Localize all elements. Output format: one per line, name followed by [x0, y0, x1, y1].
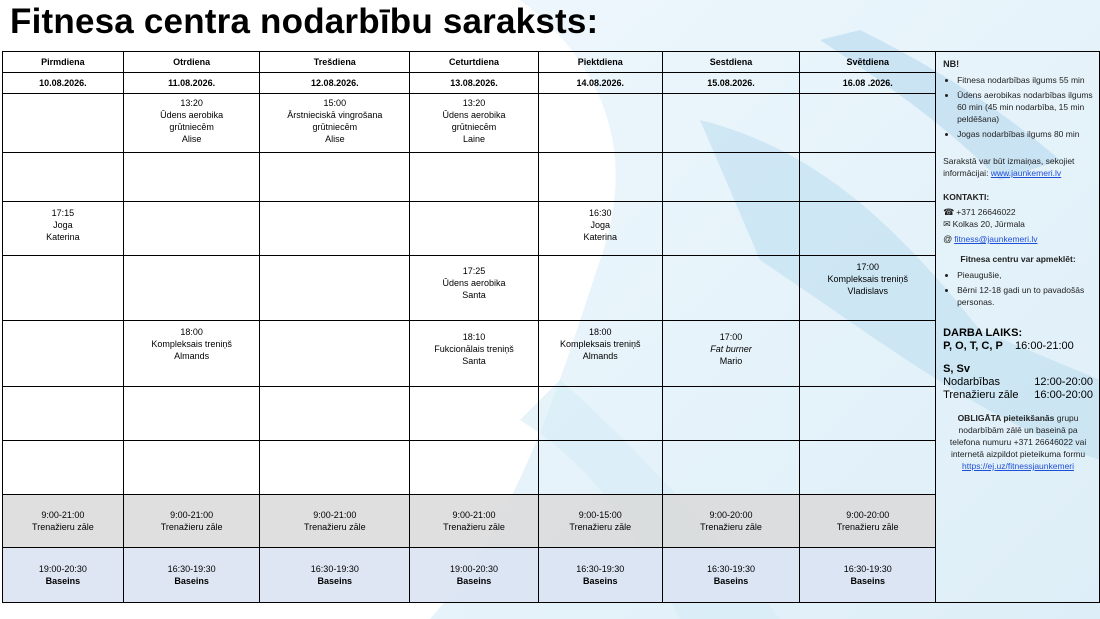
class-slot — [260, 94, 410, 153]
date-row — [3, 73, 1100, 94]
schedule-table — [2, 51, 1100, 603]
class-name: Joga — [590, 220, 611, 230]
changes-note — [943, 155, 1093, 179]
class-time: 17:15 — [51, 208, 75, 218]
class-coach: Katerina — [583, 232, 618, 242]
empty-slot — [260, 256, 410, 321]
slot-row — [3, 441, 1100, 495]
empty-slot — [800, 153, 936, 202]
class-name: Ūdens aerobika — [442, 110, 506, 120]
weekday-days: P, O, T, C, P — [943, 340, 1003, 352]
empty-slot — [3, 256, 124, 321]
slot-row — [3, 202, 1100, 256]
weekday-hours: 16:00-21:00 — [1015, 340, 1074, 352]
empty-slot — [123, 153, 260, 202]
gym-cell — [3, 495, 124, 548]
class-name: Kompleksais treniņš — [827, 274, 908, 284]
date-cell: 16.08 .2026. — [800, 73, 936, 94]
class-coach: Santa — [462, 290, 486, 300]
class-slot — [410, 321, 539, 387]
gym-cell — [800, 495, 936, 548]
empty-slot — [123, 202, 260, 256]
empty-slot — [662, 94, 800, 153]
slot-row — [3, 321, 1100, 387]
empty-slot — [410, 202, 539, 256]
class-time: 18:00 — [589, 327, 612, 337]
pool-label: Baseins — [174, 576, 209, 586]
pool-hours-row — [3, 548, 1100, 603]
at-icon: @ — [943, 234, 953, 244]
contacts-title: KONTAKTI: — [943, 192, 990, 202]
empty-slot — [538, 441, 662, 495]
visitor-item: • Pieaugušie, — [957, 269, 1093, 281]
slot-row — [3, 256, 1100, 321]
hours-title: DARBA LAIKS: — [943, 327, 1023, 339]
gym-hours: 9:00-21:00 — [313, 510, 357, 520]
gym-label: Trenažieru zāle — [303, 522, 366, 532]
obligata-label: OBLIGĀTA pieteikšanās — [957, 413, 1055, 423]
day-header: Svētdiena — [800, 52, 936, 73]
gym-hours: 9:00-21:00 — [170, 510, 214, 520]
pool-label: Baseins — [583, 576, 618, 586]
visitor-item: • Bērni 12-18 gadi un to pavadošās personas. — [957, 284, 1093, 308]
empty-slot — [538, 256, 662, 321]
class-coach: Laine — [463, 134, 486, 144]
gym-label: Trenažieru zāle — [32, 522, 94, 532]
empty-slot — [123, 441, 260, 495]
day-header: Pirmdiena — [3, 52, 124, 73]
gym-label: Trenažieru zāle — [700, 522, 762, 532]
date-cell: 15.08.2026. — [662, 73, 800, 94]
empty-slot — [260, 202, 410, 256]
empty-slot — [123, 256, 260, 321]
pool-hours: 19:00-20:30 — [38, 564, 87, 574]
gym-hours: 9:00-15:00 — [578, 510, 622, 520]
date-cell: 13.08.2026. — [410, 73, 539, 94]
gym-hours: 9:00-20:00 — [709, 510, 753, 520]
empty-slot — [662, 441, 800, 495]
pool-hours: 16:30-19:30 — [843, 564, 892, 574]
class-time: 17:25 — [462, 266, 486, 276]
empty-slot — [410, 387, 539, 441]
slot-row — [3, 387, 1100, 441]
class-slot — [123, 94, 260, 153]
class-slot — [800, 256, 936, 321]
signup-note — [943, 412, 1093, 472]
signup-text: grupu nodarbībām zālē un baseinā pa telefona numuru +371 26646022 vai internetā aizpildot pieteikuma formu — [949, 413, 1087, 459]
class-slot — [662, 321, 800, 387]
pool-cell — [662, 548, 800, 603]
empty-slot — [3, 387, 124, 441]
pool-label: Baseins — [45, 576, 81, 586]
pool-hours: 16:30-19:30 — [576, 564, 625, 574]
gym-cell — [662, 495, 800, 548]
slot-row — [3, 94, 1100, 153]
empty-slot — [260, 441, 410, 495]
empty-slot — [260, 321, 410, 387]
gym-label: Trenažieru zāle — [160, 522, 223, 532]
empty-slot — [3, 94, 124, 153]
empty-slot — [662, 202, 800, 256]
class-slot — [538, 202, 662, 256]
class-time: 17:00 — [719, 332, 743, 342]
empty-slot — [800, 321, 936, 387]
pool-cell — [410, 548, 539, 603]
visitors-title: Fitnesa centru var apmeklēt: — [960, 254, 1076, 264]
website-link[interactable]: www.jaunkemeri.lv — [990, 168, 1062, 178]
page-title: Fitnesa centra nodarbību saraksts: — [10, 2, 599, 41]
weekend-row-label: Trenažieru zāle — [943, 389, 1019, 401]
day-header: Ceturtdiena — [410, 52, 539, 73]
pool-label: Baseins — [713, 576, 749, 586]
empty-slot — [410, 153, 539, 202]
class-name: Ūdens aerobika — [442, 278, 506, 288]
gym-label: Trenažieru zāle — [569, 522, 632, 532]
class-slot — [538, 321, 662, 387]
empty-slot — [800, 202, 936, 256]
day-header: Otrdiena — [123, 52, 260, 73]
envelope-icon: ✉ — [943, 219, 951, 229]
class-name: Ārstnieciskā vingrošana — [287, 110, 383, 120]
pool-cell — [123, 548, 260, 603]
pool-label: Baseins — [850, 576, 885, 586]
empty-slot — [3, 441, 124, 495]
class-coach: Alise — [181, 134, 202, 144]
nb-item: • Fitnesa nodarbības ilgums 55 min — [957, 74, 1093, 86]
empty-slot — [123, 387, 260, 441]
empty-slot — [410, 441, 539, 495]
class-time: 18:00 — [180, 327, 203, 337]
changes-text: Sarakstā var būt izmaiņas, sekojiet informācijai: — [943, 156, 1075, 178]
day-header: Piektdiena — [538, 52, 662, 73]
gym-cell — [123, 495, 260, 548]
class-name: Joga — [53, 220, 73, 230]
empty-slot — [538, 387, 662, 441]
class-time: 15:00 — [323, 98, 347, 108]
pool-cell — [800, 548, 936, 603]
slot-row — [3, 153, 1100, 202]
class-slot — [410, 256, 539, 321]
pool-label: Baseins — [317, 576, 353, 586]
gym-label: Trenažieru zāle — [443, 522, 505, 532]
signup-link[interactable]: https://ej.uz/fitnessjaunkemeri — [962, 461, 1075, 471]
nb-item: • Ūdens aerobikas nodarbības ilgums 60 min (45 min nodarbība, 15 min peldēšana) — [957, 89, 1093, 125]
day-header: Trešdiena — [260, 52, 410, 73]
class-name: Fukcionālais treniņš — [434, 344, 514, 354]
class-coach: Vladislavs — [847, 286, 888, 296]
gym-cell — [260, 495, 410, 548]
gym-cell — [538, 495, 662, 548]
phone-icon: ☎ — [943, 207, 955, 217]
class-coach: Katerina — [46, 232, 80, 242]
class-subtitle: grūtniecēm — [169, 122, 214, 132]
gym-hours: 9:00-21:00 — [41, 510, 85, 520]
empty-slot — [538, 153, 662, 202]
working-hours — [943, 327, 1093, 402]
empty-slot — [800, 94, 936, 153]
empty-slot — [662, 387, 800, 441]
class-slot — [410, 94, 539, 153]
weekend-row-hours: 16:00-20:00 — [1034, 389, 1093, 401]
gym-hours: 9:00-21:00 — [452, 510, 496, 520]
class-subtitle: grūtniecēm — [451, 122, 497, 132]
date-cell: 10.08.2026. — [3, 73, 124, 94]
day-header: Sestdiena — [662, 52, 800, 73]
phone-number: +371 26646022 — [956, 207, 1016, 217]
class-coach: Mario — [719, 356, 743, 366]
empty-slot — [260, 387, 410, 441]
date-cell: 12.08.2026. — [260, 73, 410, 94]
class-time: 13:20 — [180, 98, 203, 108]
class-name: Fat burner — [710, 344, 752, 354]
pool-hours: 16:30-19:30 — [706, 564, 756, 574]
class-name: Kompleksais treniņš — [560, 339, 641, 349]
gym-hours-row — [3, 495, 1100, 548]
class-subtitle: grūtniecēm — [312, 122, 358, 132]
pool-hours: 16:30-19:30 — [310, 564, 359, 574]
class-time: 17:00 — [856, 262, 879, 272]
empty-slot — [3, 321, 124, 387]
pool-hours: 16:30-19:30 — [167, 564, 216, 574]
pool-cell — [260, 548, 410, 603]
weekend-row-label: Nodarbības — [943, 376, 1000, 388]
weekend-days: S, Sv — [943, 363, 970, 375]
class-time: 16:30 — [589, 208, 612, 218]
nb-item: • Jogas nodarbības ilgums 80 min — [957, 128, 1093, 140]
class-time: 13:20 — [462, 98, 486, 108]
class-slot — [123, 321, 260, 387]
gym-label: Trenažieru zāle — [836, 522, 899, 532]
class-coach: Almands — [174, 351, 210, 361]
pool-hours: 19:00-20:30 — [450, 564, 499, 574]
empty-slot — [260, 153, 410, 202]
visitors-list — [943, 269, 1093, 308]
date-cell: 11.08.2026. — [123, 73, 260, 94]
empty-slot — [800, 387, 936, 441]
weekend-row-hours: 12:00-20:00 — [1034, 376, 1093, 388]
class-time: 18:10 — [462, 332, 486, 342]
gym-cell — [410, 495, 539, 548]
class-coach: Santa — [462, 356, 486, 366]
pool-cell — [3, 548, 124, 603]
empty-slot — [800, 441, 936, 495]
class-coach: Alise — [325, 134, 345, 144]
address: Kolkas 20, Jūrmala — [952, 219, 1025, 229]
pool-cell — [538, 548, 662, 603]
empty-slot — [3, 153, 124, 202]
class-coach: Almands — [582, 351, 618, 361]
nb-list — [943, 74, 1093, 140]
class-slot — [3, 202, 124, 256]
info-sidebar — [936, 52, 1100, 603]
nb-title: NB! — [943, 59, 960, 69]
class-name: Kompleksais treniņš — [151, 339, 232, 349]
day-header-row — [3, 52, 1100, 73]
empty-slot — [662, 153, 800, 202]
gym-hours: 9:00-20:00 — [846, 510, 890, 520]
date-cell: 14.08.2026. — [538, 73, 662, 94]
empty-slot — [662, 256, 800, 321]
class-name: Ūdens aerobika — [160, 110, 224, 120]
empty-slot — [538, 94, 662, 153]
email-link[interactable]: fitness@jaunkemeri.lv — [954, 234, 1038, 244]
pool-label: Baseins — [456, 576, 492, 586]
